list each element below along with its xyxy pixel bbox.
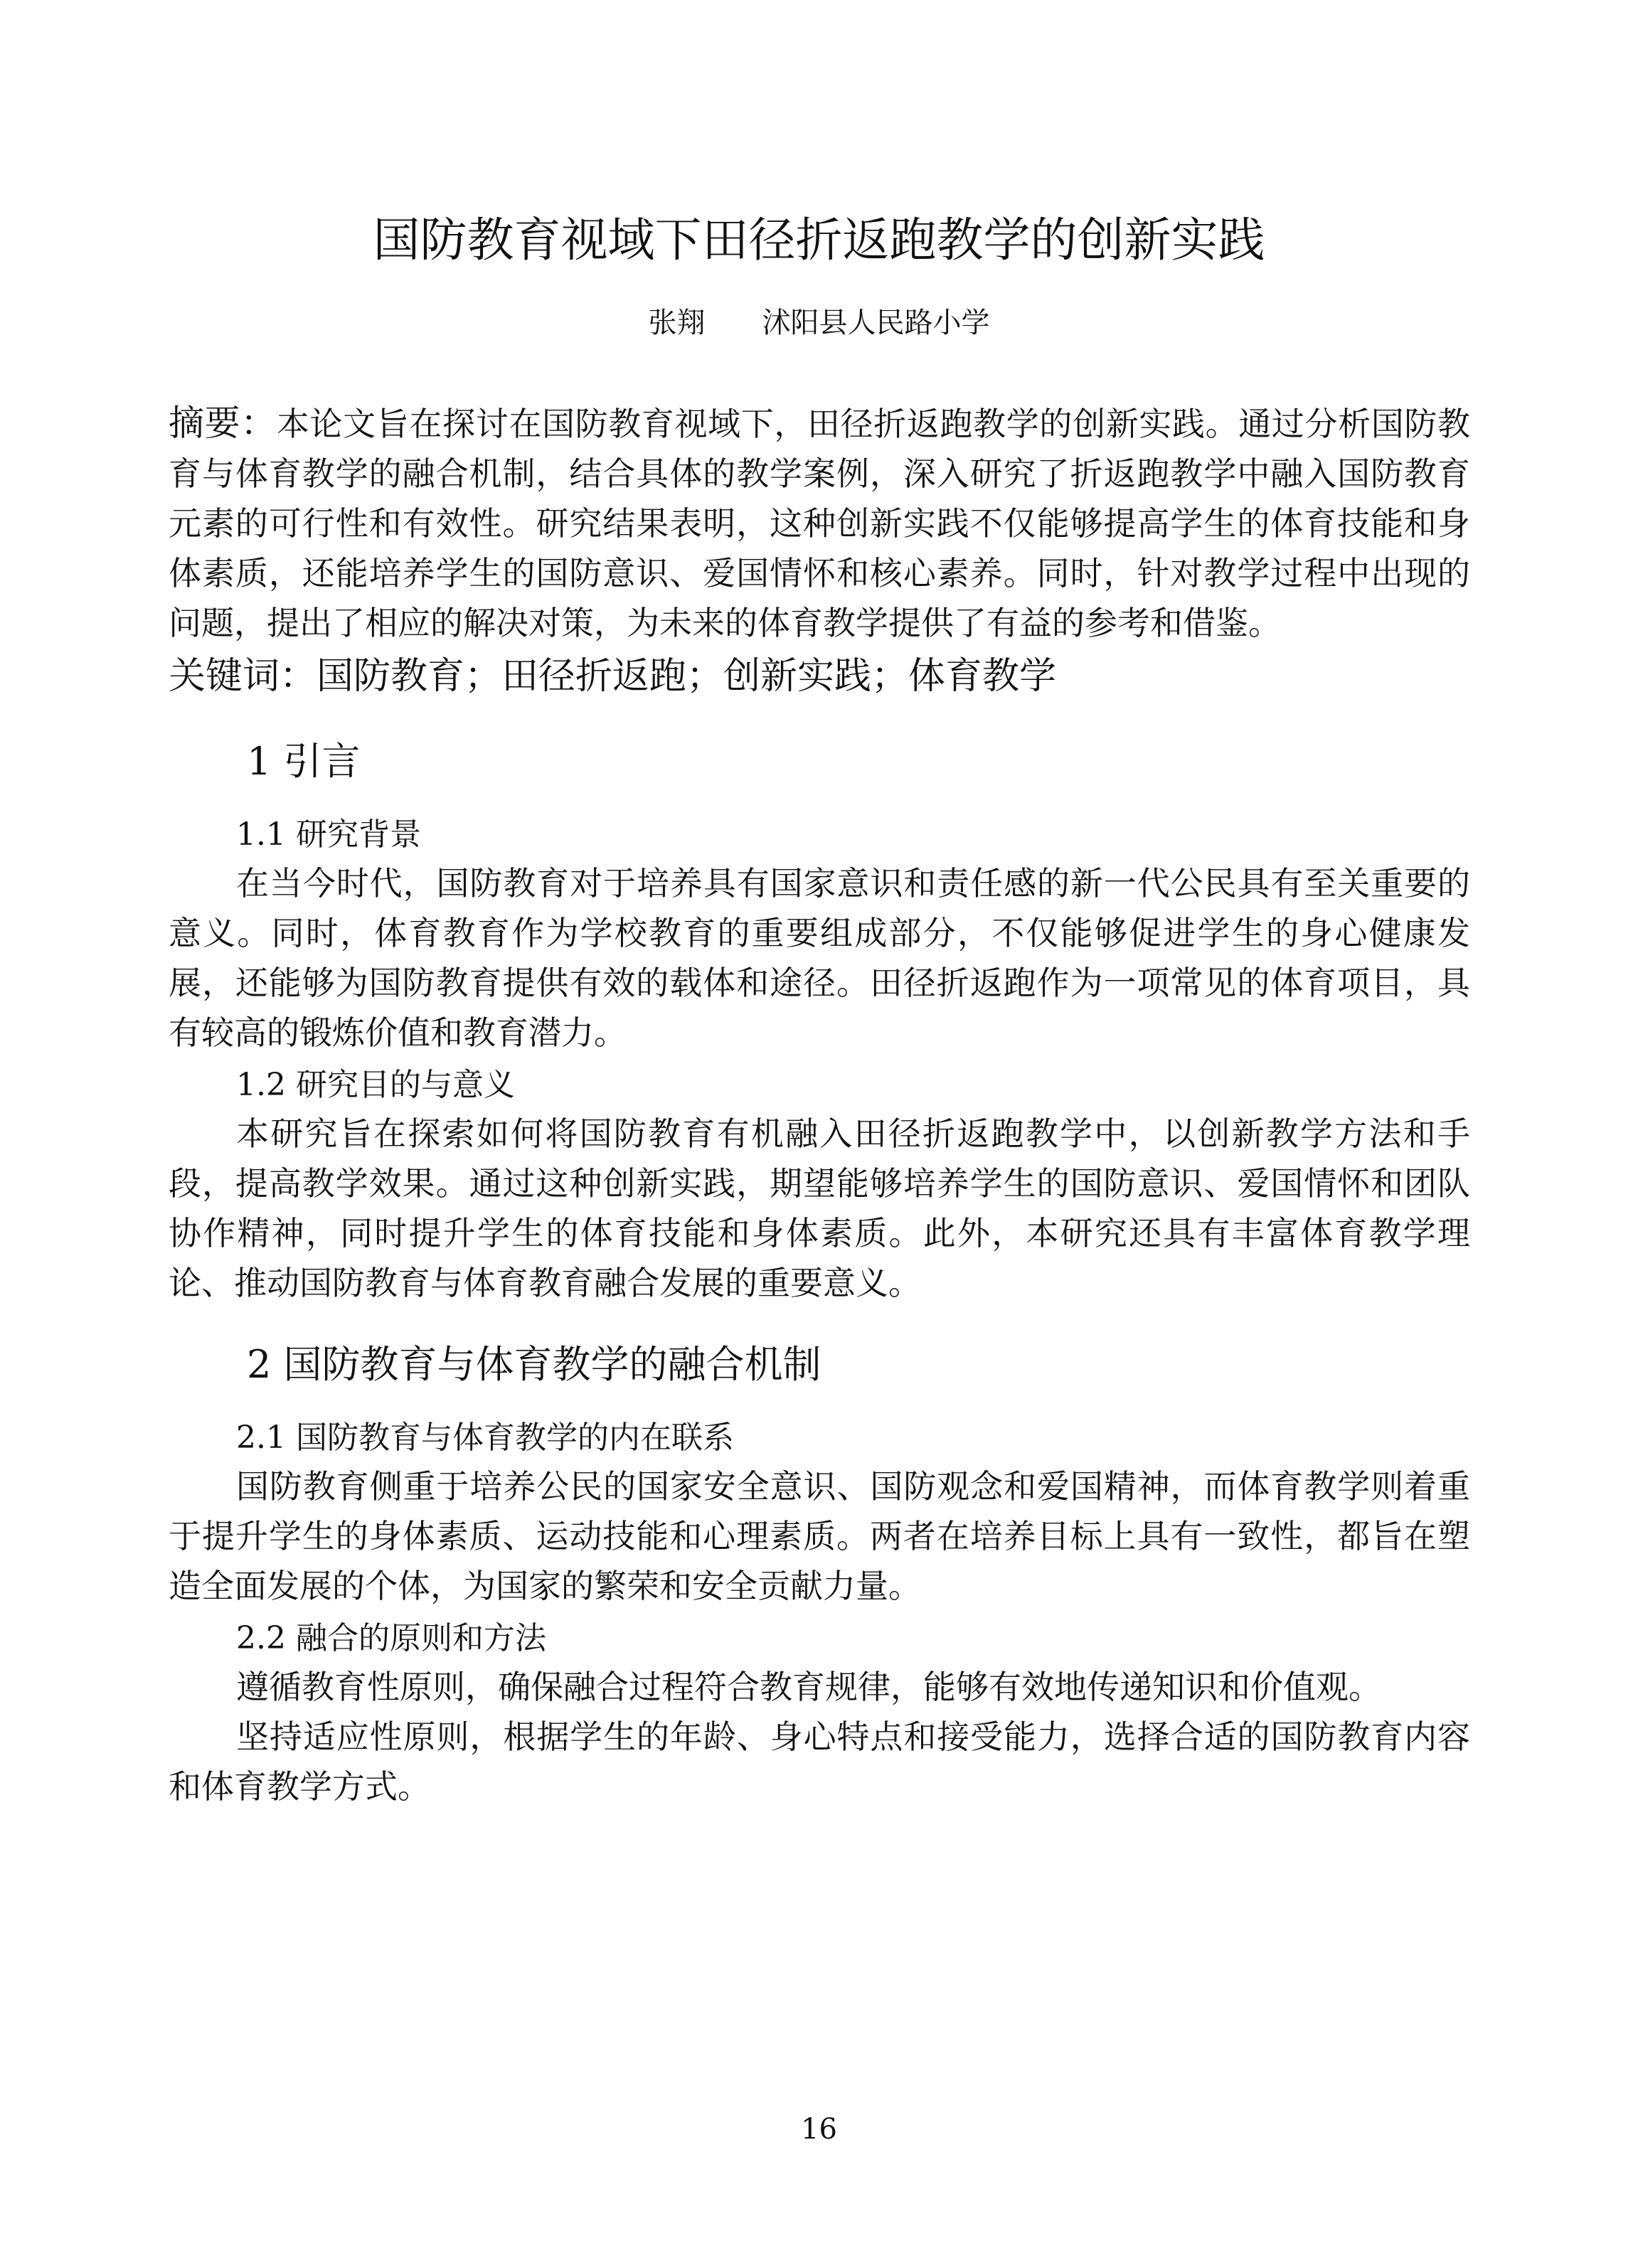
subsection-title: 研究背景 [295,816,421,853]
subsection-title: 研究目的与意义 [295,1067,515,1103]
paragraph: 遵循教育性原则，确保融合过程符合教育规律，能够有效地传递知识和价值观。 [236,1668,1381,1706]
section-heading-1 [247,733,1470,790]
abstract-text: 本论文旨在探讨在国防教育视域下，田径折返跑教学的创新实践。通过分析国防教育与体育教学的融合机制，结合具体的教学案例，深入研究了折返跑教学中融入国防教育元素的可行性和有效性。研究结果表明，这种创新实践不仅能够提高学生的体育技能和身体素质，还能培养学生的国防意识、爱国情怀和核心素养。同时，针对教学过程中出现的问题，提出了相应的解决对策，为未来的体育教学提供了有益的参考和借鉴。 [169,405,1471,642]
abstract [169,398,1470,648]
subsection-heading-2-2 [236,1615,1470,1662]
paragraph: 本研究旨在探索如何将国防教育有机融入田径折返跑教学中，以创新教学方法和手段，提高教学效果。通过这种创新实践，期望能够培养学生的国防意识、爱国情怀和团队协作精神，同时提升学生的体育技能和身体素质。此外，本研究还具有丰富体育教学理论、推动国防教育与体育教育融合发展的重要意义。 [169,1114,1470,1302]
subsection-number: 1.2 [236,1067,286,1103]
section-title: 引言 [283,739,361,784]
page-number: 16 [801,2113,837,2146]
subsection-number: 2.2 [236,1620,286,1656]
section-heading-2 [247,1336,1470,1393]
section-title: 国防教育与体育教学的融合机制 [283,1342,821,1387]
section-number: 2 [247,1342,272,1387]
subsection-heading-1-2 [236,1062,1470,1109]
paragraph: 国防教育侧重于培养公民的国家安全意识、国防观念和爱国精神，而体育教学则着重于提升学生的身体素质、运动技能和心理素质。两者在培养目标上具有一致性，都旨在塑造全面发展的个体，为国家的繁荣和安全贡献力量。 [169,1467,1470,1605]
paper-body [169,398,1470,1811]
keywords: 关键词：国防教育；田径折返跑；创新实践；体育教学 [169,655,1057,698]
byline [0,302,1638,344]
author-name: 张翔 [648,307,706,339]
subsection-heading-2-1 [236,1415,1470,1462]
paragraph: 坚持适应性原则，根据学生的年龄、身心特点和接受能力，选择合适的国防教育内容和体育教学方式。 [169,1718,1470,1806]
paper-title: 国防教育视域下田径折返跑教学的创新实践 [373,213,1265,267]
subsection-number: 1.1 [236,816,286,853]
subsection-title: 国防教育与体育教学的内在联系 [295,1420,734,1456]
abstract-label: 摘要： [169,403,277,444]
subsection-title: 融合的原则和方法 [295,1620,546,1656]
subsection-heading-1-1 [236,811,1470,858]
section-number: 1 [247,739,272,784]
author-affiliation: 沭阳县人民路小学 [762,307,990,339]
paragraph: 在当今时代，国防教育对于培养具有国家意识和责任感的新一代公民具有至关重要的意义。同时，体育教育作为学校教育的重要组成部分，不仅能够促进学生的身心健康发展，还能够为国防教育提供有效的载体和途径。田径折返跑作为一项常见的体育项目，具有较高的锻炼价值和教育潜力。 [169,864,1470,1052]
subsection-number: 2.1 [236,1420,286,1456]
